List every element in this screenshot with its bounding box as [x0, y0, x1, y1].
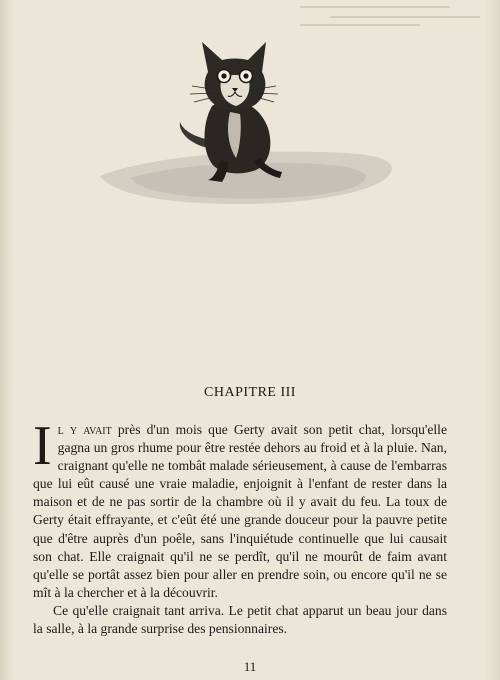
drop-cap: I [33, 415, 52, 477]
kitten-illustration [90, 28, 420, 218]
chapter-title: CHAPITRE III [204, 385, 296, 400]
page-number: 11 [243, 659, 257, 674]
paragraph-1-body: près d'un mois que Gerty avait son petit chat, lorsqu'elle gagna un gros rhume pour être restée dehors au froid et à la pluie. Nan, craignant qu'elle ne tombât malade sérieusement, à cause de l'embarras que lui eût causé une vraie maladie, enjoignit à l'enfant de rester dans la maison et de ne pas sortir de la chambre où il y avait du feu. La toux de Gerty était effrayante, et c'eût été une grande douceur pour la pauvre petite que d'être auprès d'un poêle, sans l'inquiétude continuelle que lui causait son chat. Elle craignait qu'il ne se perdît, qu'il ne mourût de faim avant qu'elle se portât assez bien pour aller en prendre soin, ou encore qu'il ne se mît à la chercher et à la découvrir. [33, 422, 447, 600]
paragraph-2: Ce qu'elle craignait tant arriva. Le petit chat apparut un beau jour dans la salle, à la grande surprise des pensionnaires. [33, 602, 447, 637]
paragraph-1 [33, 415, 447, 602]
show-through-text [0, 4, 500, 28]
chapter-text [33, 415, 447, 638]
lead-in-small-caps: l y avait [57, 422, 112, 437]
